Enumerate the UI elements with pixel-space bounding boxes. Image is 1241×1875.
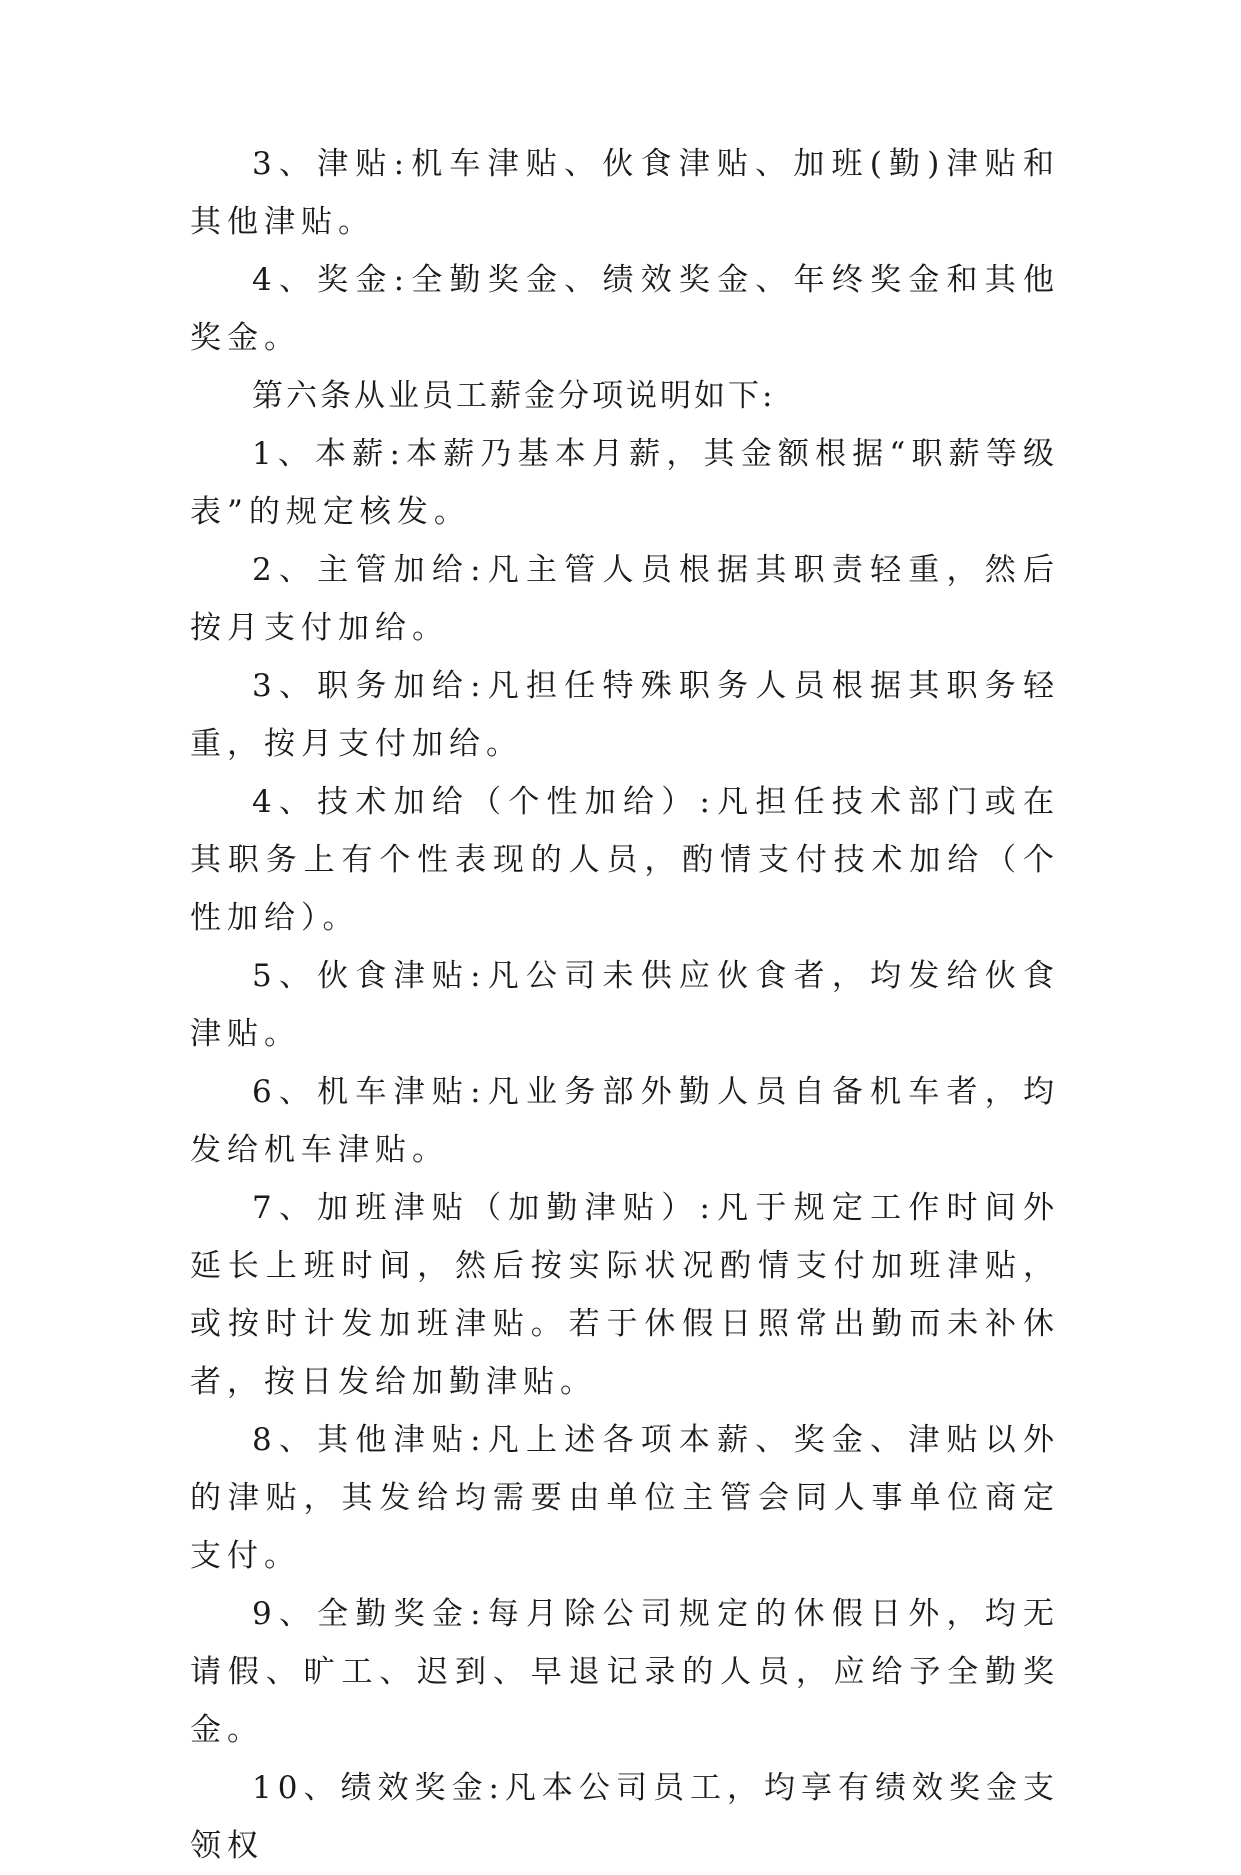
paragraph-allowance-types: 3、津贴:机车津贴、伙食津贴、加班(勤)津贴和其他津贴。 (190, 146, 1060, 240)
paragraph-supervisor-allowance: 2、主管加给:凡主管人员根据其职责轻重，然后按月支付加给。 (190, 552, 1060, 646)
paragraph-vehicle-allowance: 6、机车津贴:凡业务部外勤人员自备机车者，均发给机车津贴。 (190, 1074, 1060, 1168)
document-page (190, 135, 1060, 1875)
paragraph-overtime-allowance: 7、加班津贴（加勤津贴）:凡于规定工作时间外延长上班时间，然后按实际状况酌情支付加班津贴，或按时计发加班津贴。若于休假日照常出勤而未补休者，按日发给加勤津贴。 (190, 1190, 1060, 1400)
paragraph-base-salary: 1、本薪:本薪乃基本月薪，其金额根据“职薪等级表”的规定核发。 (190, 436, 1060, 530)
paragraph-other-allowance: 8、其他津贴:凡上述各项本薪、奖金、津贴以外的津贴，其发给均需要由单位主管会同人事单位商定支付。 (190, 1422, 1060, 1574)
paragraph-duty-allowance: 3、职务加给:凡担任特殊职务人员根据其职务轻重，按月支付加给。 (190, 668, 1060, 762)
paragraph-bonus-types: 4、奖金:全勤奖金、绩效奖金、年终奖金和其他奖金。 (190, 262, 1060, 356)
paragraph-meal-allowance: 5、伙食津贴:凡公司未供应伙食者，均发给伙食津贴。 (190, 958, 1060, 1052)
paragraph-technical-allowance: 4、技术加给（个性加给）:凡担任技术部门或在其职务上有个性表现的人员，酌情支付技术加给（个性加给）。 (190, 784, 1060, 936)
paragraph-performance-bonus: 10、绩效奖金:凡本公司员工，均享有绩效奖金支领权 (190, 1770, 1060, 1864)
paragraph-attendance-bonus: 9、全勤奖金:每月除公司规定的休假日外，均无请假、旷工、迟到、早退记录的人员，应给予全勤奖金。 (190, 1596, 1060, 1748)
article-six-heading: 第六条从业员工薪金分项说明如下: (252, 378, 776, 414)
